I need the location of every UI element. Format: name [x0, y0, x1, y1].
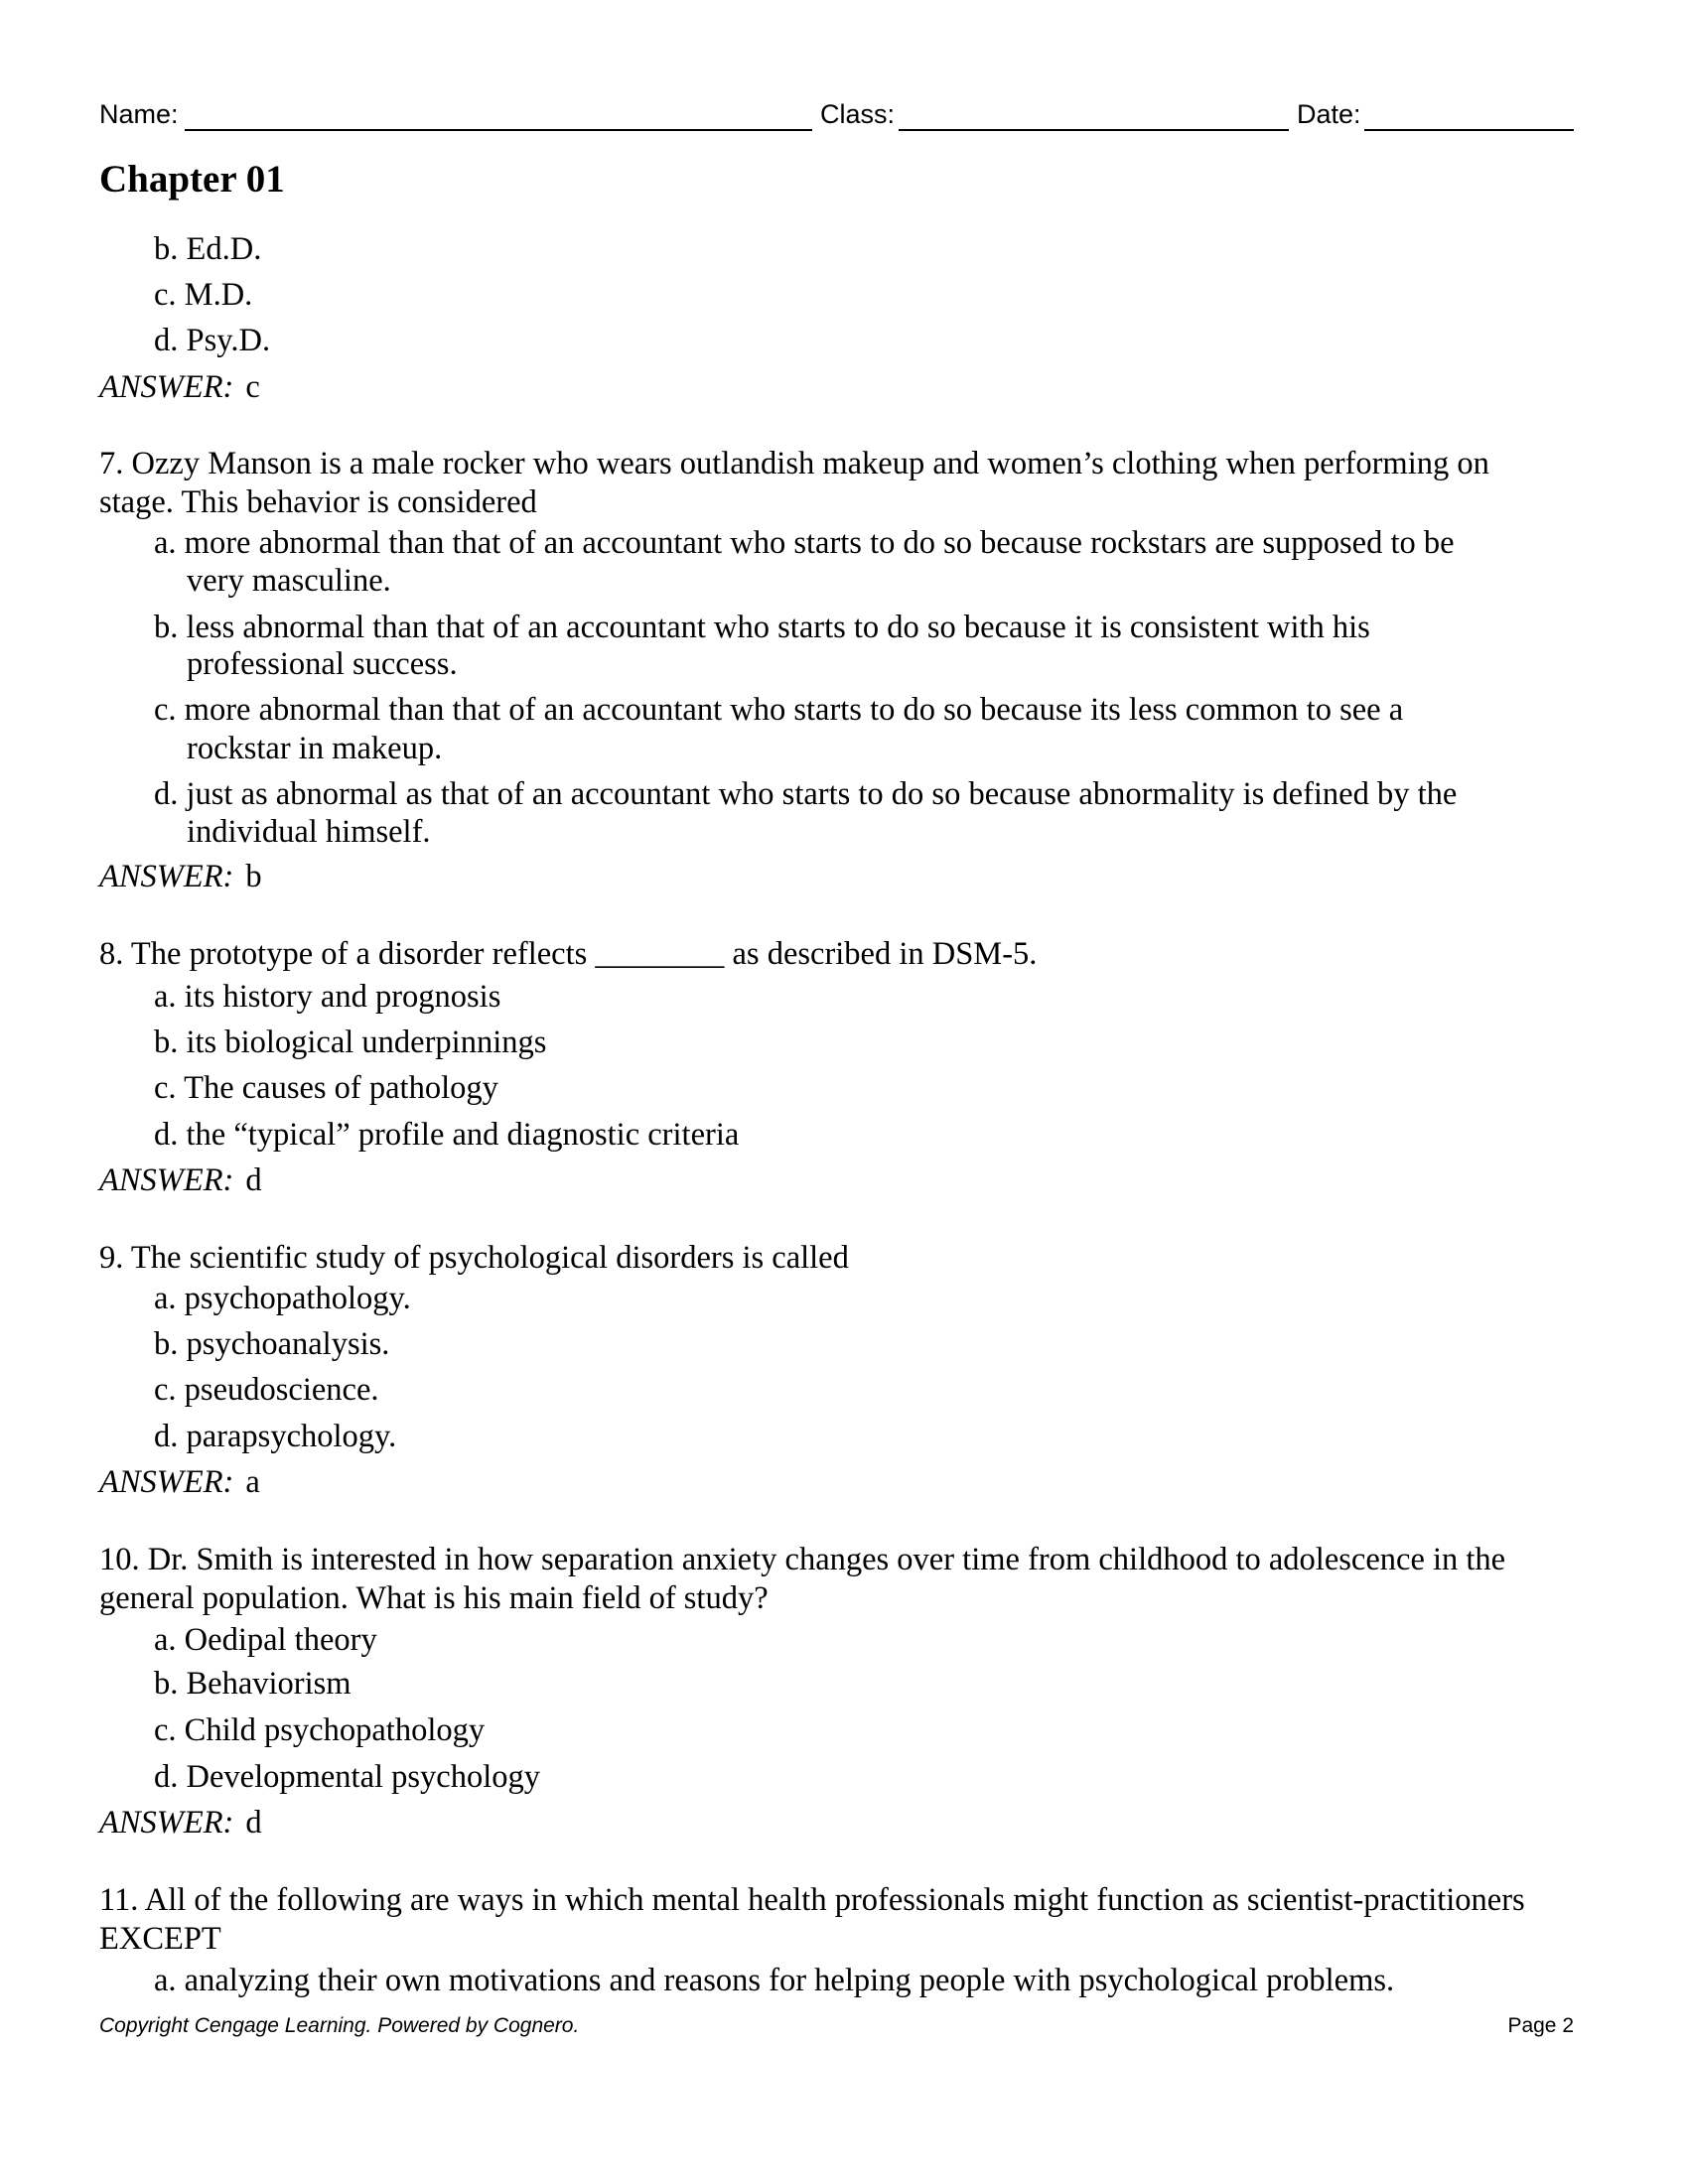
copyright-footer: Copyright Cengage Learning. Powered by Cognero.: [99, 2014, 580, 2037]
option: a. Oedipal theory: [154, 1621, 377, 1658]
option: c. pseudoscience.: [154, 1372, 379, 1409]
answer-value: b: [245, 859, 262, 895]
option: a. psychopathology.: [154, 1281, 411, 1317]
option: professional success.: [187, 646, 458, 683]
date-label: Date:: [1297, 99, 1361, 129]
question-stem: general population. What is his main field of study?: [99, 1579, 769, 1616]
option: c. more abnormal than that of an accountant who starts to do so because its less common to see a: [154, 692, 1404, 729]
question-stem: EXCEPT: [99, 1920, 221, 1957]
answer-line: [99, 367, 260, 407]
question-stem: 10. Dr. Smith is interested in how separation anxiety changes over time from childhood to adolescence in the: [99, 1541, 1506, 1577]
answer-label: ANSWER:: [99, 1805, 234, 1842]
answer-line: [99, 1160, 262, 1200]
option: a. its history and prognosis: [154, 979, 501, 1016]
option: b. less abnormal than that of an accountant who starts to do so because it is consistent with his: [154, 609, 1370, 645]
option: c. The causes of pathology: [154, 1069, 498, 1106]
answer-line: [99, 857, 262, 896]
option: very masculine.: [187, 562, 391, 599]
question-stem: 11. All of the following are ways in which mental health professionals might function as scientist-practitioners: [99, 1882, 1525, 1919]
option: d. parapsychology.: [154, 1419, 397, 1455]
option: b. Ed.D.: [154, 231, 262, 268]
question-stem: 9. The scientific study of psychological disorders is called: [99, 1239, 849, 1276]
option: individual himself.: [187, 813, 431, 850]
option: b. its biological underpinnings: [154, 1024, 547, 1061]
question-stem: 8. The prototype of a disorder reflects ________ as described in DSM-5.: [99, 936, 1038, 973]
date-field[interactable]: [1364, 129, 1574, 131]
name-field[interactable]: [185, 129, 812, 131]
page-number: Page 2: [1507, 2014, 1574, 2037]
answer-label: ANSWER:: [99, 1464, 234, 1501]
answer-line: [99, 1462, 260, 1502]
answer-label: ANSWER:: [99, 1161, 234, 1198]
class-field[interactable]: [899, 129, 1289, 131]
answer-value: d: [245, 1805, 262, 1842]
option: c. M.D.: [154, 277, 253, 314]
answer-label: ANSWER:: [99, 859, 234, 895]
option: b. Behaviorism: [154, 1665, 352, 1702]
answer-value: d: [245, 1161, 262, 1198]
option: d. Psy.D.: [154, 323, 271, 359]
option: d. just as abnormal as that of an accountant who starts to do so because abnormality is defined by the: [154, 776, 1458, 813]
chapter-title: Chapter 01: [99, 158, 285, 201]
answer-label: ANSWER:: [99, 369, 234, 406]
option: d. Developmental psychology: [154, 1759, 541, 1796]
option: a. analyzing their own motivations and reasons for helping people with psychological problems.: [154, 1962, 1395, 1998]
class-label: Class:: [820, 99, 896, 129]
option: c. Child psychopathology: [154, 1712, 486, 1749]
answer-value: c: [245, 369, 260, 406]
option: b. psychoanalysis.: [154, 1326, 390, 1363]
option: rockstar in makeup.: [187, 731, 443, 767]
option: a. more abnormal than that of an accountant who starts to do so because rockstars are supposed to be: [154, 525, 1455, 562]
question-stem: 7. Ozzy Manson is a male rocker who wears outlandish makeup and women’s clothing when performing on: [99, 445, 1489, 481]
question-stem: stage. This behavior is considered: [99, 483, 537, 520]
answer-line: [99, 1803, 262, 1843]
answer-value: a: [245, 1464, 260, 1501]
name-label: Name:: [99, 99, 179, 129]
option: d. the “typical” profile and diagnostic criteria: [154, 1117, 740, 1154]
